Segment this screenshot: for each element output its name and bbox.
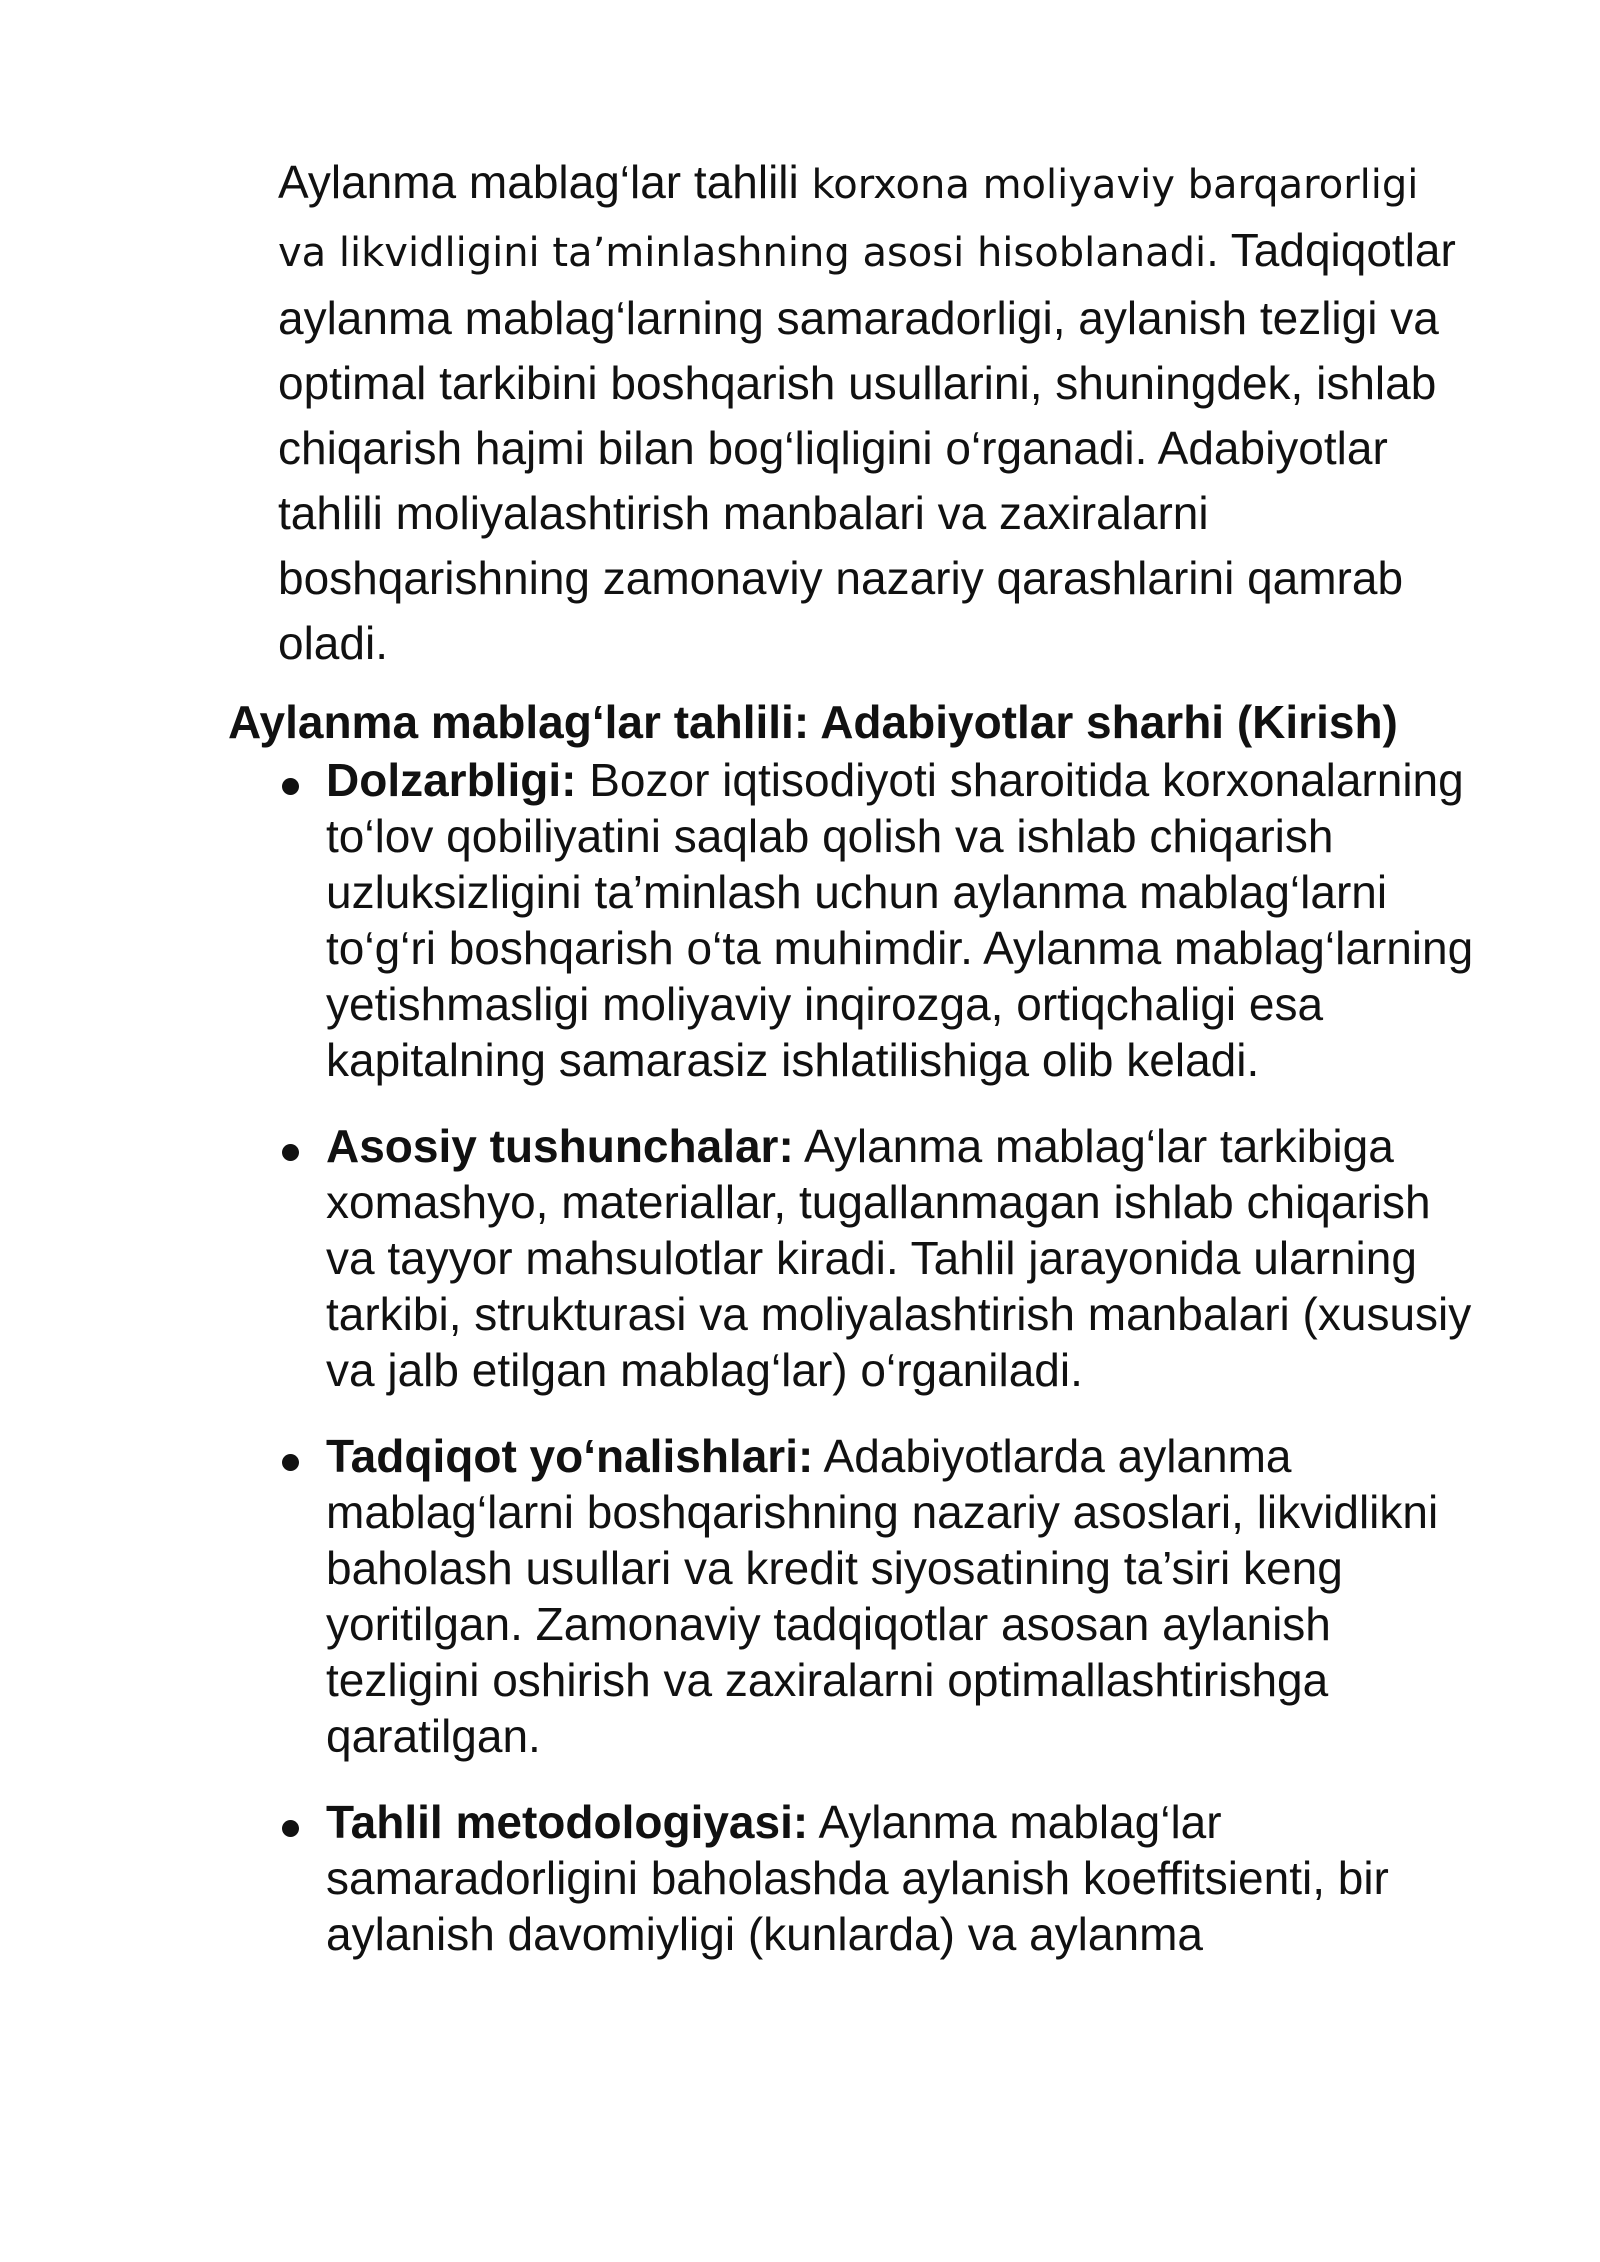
bullet-item-dolzarbligi — [278, 752, 1478, 1088]
bullet-text: Aylanma mablag‘lar tarkibiga xomashyo, materiallar, tugallanmagan ishlab chiqarish va tayyor mahsulotlar kiradi. Tahlil jarayonida ularning tarkibi, strukturasi va moliyalashtirish manbalari (xususiy va jalb etilgan mablag‘lar) o‘rganiladi. — [326, 1120, 1472, 1396]
section-heading: Aylanma mablag‘lar tahlili: Adabiyotlar sharhi (Kirish) — [228, 696, 1398, 748]
bullet-item-asosiy-tushunchalar — [278, 1118, 1478, 1398]
bullet-dot-icon — [282, 1144, 299, 1161]
intro-text-part-1: Aylanma mablag‘lar tahlili — [278, 156, 812, 208]
bullet-dot-icon — [282, 1820, 299, 1837]
intro-text-part-2: korxona moliyaviy barqarorligi va likvidligini ta’minlashning asosi hisoblanadi. — [278, 162, 1419, 276]
bullet-term: Dolzarbligi: — [326, 754, 577, 806]
bullet-item-tadqiqot-yonalishlari — [278, 1428, 1478, 1764]
bullet-text: Aylanma mablag‘lar samaradorligini baholashda aylanish koeffitsienti, bir aylanish davomiyligi (kunlarda) va aylanma — [326, 1796, 1389, 1960]
bullet-term: Tadqiqot yo‘nalishlari: — [326, 1430, 814, 1482]
bullet-list — [278, 752, 1478, 1992]
bullet-item-tahlil-metodologiyasi — [278, 1794, 1478, 1962]
bullet-dot-icon — [282, 1454, 299, 1471]
bullet-dot-icon — [282, 778, 299, 795]
bullet-term: Tahlil metodologiyasi: — [326, 1796, 809, 1848]
intro-paragraph — [278, 150, 1478, 676]
bullet-text: Bozor iqtisodiyoti sharoitida korxonalarning to‘lov qobiliyatini saqlab qolish va ishlab chiqarish uzluksizligini ta’minlash uchun aylanma mablag‘larni to‘g‘ri boshqarish o‘ta muhimdir. Aylanma mablag‘larning yetishmasligi moliyaviy inqirozga, ortiqchaligi esa kapitalning samarasiz ishlatilishiga olib keladi. — [326, 754, 1474, 1086]
bullet-text: Adabiyotlarda aylanma mablag‘larni boshqarishning nazariy asoslari, likvidlikni baholash usullari va kredit siyosatining ta’siri keng yoritilgan. Zamonaviy tadqiqotlar asosan aylanish tezligini oshirish va zaxiralarni optimallashtirishga qaratilgan. — [326, 1430, 1439, 1762]
bullet-term: Asosiy tushunchalar: — [326, 1120, 794, 1172]
intro-text-part-3: Tadqiqotlar aylanma mablag‘larning samaradorligi, aylanish tezligi va optimal tarkibini boshqarish usullarini, shuningdek, ishlab chiqarish hajmi bilan bog‘liqligini o‘rganadi. Adabiyotlar tahlili moliyalashtirish manbalari va zaxiralarni boshqarishning zamonaviy nazariy qarashlarini qamrab oladi. — [278, 224, 1456, 669]
